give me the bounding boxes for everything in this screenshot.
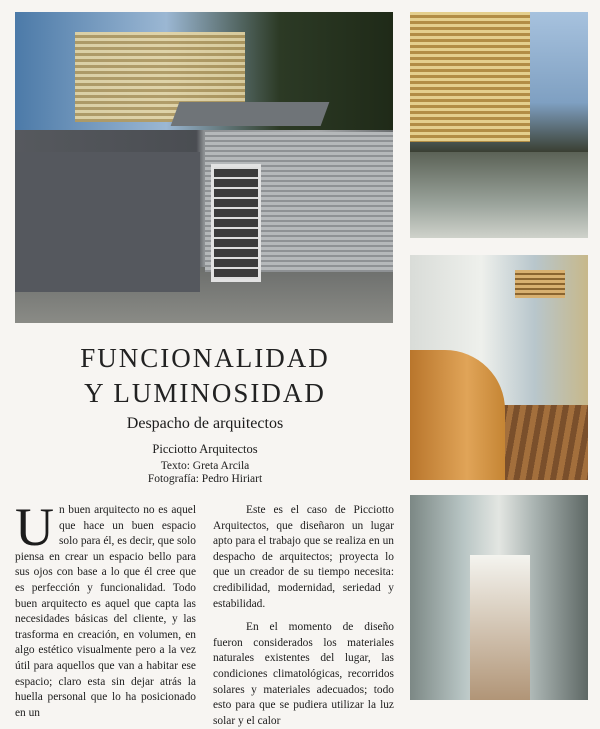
body-column-1 <box>15 497 196 721</box>
text-credit: Texto: Greta Arcila <box>160 460 250 472</box>
body-column-2 <box>213 503 394 729</box>
article-subtitle: Despacho de arquitectos <box>126 415 284 432</box>
photo-credit: Fotografía: Pedro Hiriart <box>147 473 263 485</box>
gate-door <box>211 164 261 282</box>
house-exterior-photo <box>15 12 393 323</box>
paragraph: En el momento de diseño fueron considerados los materiales naturales existentes del lugar, las condiciones climatológicas, recorridos solares y materiales adecuados; todo esto para que se pudiera utilizar la luz solar y el calor <box>213 621 394 727</box>
facade-slats-photo <box>410 12 588 238</box>
article-title-line2: Y LUMINOSIDAD <box>84 378 326 408</box>
article-title-line1: FUNCIONALIDAD <box>80 343 330 373</box>
drop-cap: U <box>15 497 54 557</box>
paragraph: Este es el caso de Picciotto Arquitectos, que diseñaron un lugar apto para el trabajo que se realiza en un despacho de arquitectos; proyecta lo que un creador de su tiempo necesita: credibilidad, modernidad, seriedad y estabilidad. <box>213 504 394 610</box>
reception-desk-photo <box>410 255 588 480</box>
paragraph: n buen arquitecto no es aquel que hace un buen espacio solo para él, es decir, que solo piensa en crear un espacio bello para sus ojos con base a lo que él cree que es perfección y funcionalidad. Todo buen arquitecto es aquel que capta las necesidades básicas del cliente, y las trasforma en creación, en volumen, en algo estético visualmente pero a la vez útil para aquellos que van a habitar ese espacio; claro esta sin dejar atrás la huella personal que lo ha posicionado en un <box>15 504 196 719</box>
glass-corridor-photo <box>410 495 588 700</box>
firm-name: Picciotto Arquitectos <box>152 442 258 456</box>
